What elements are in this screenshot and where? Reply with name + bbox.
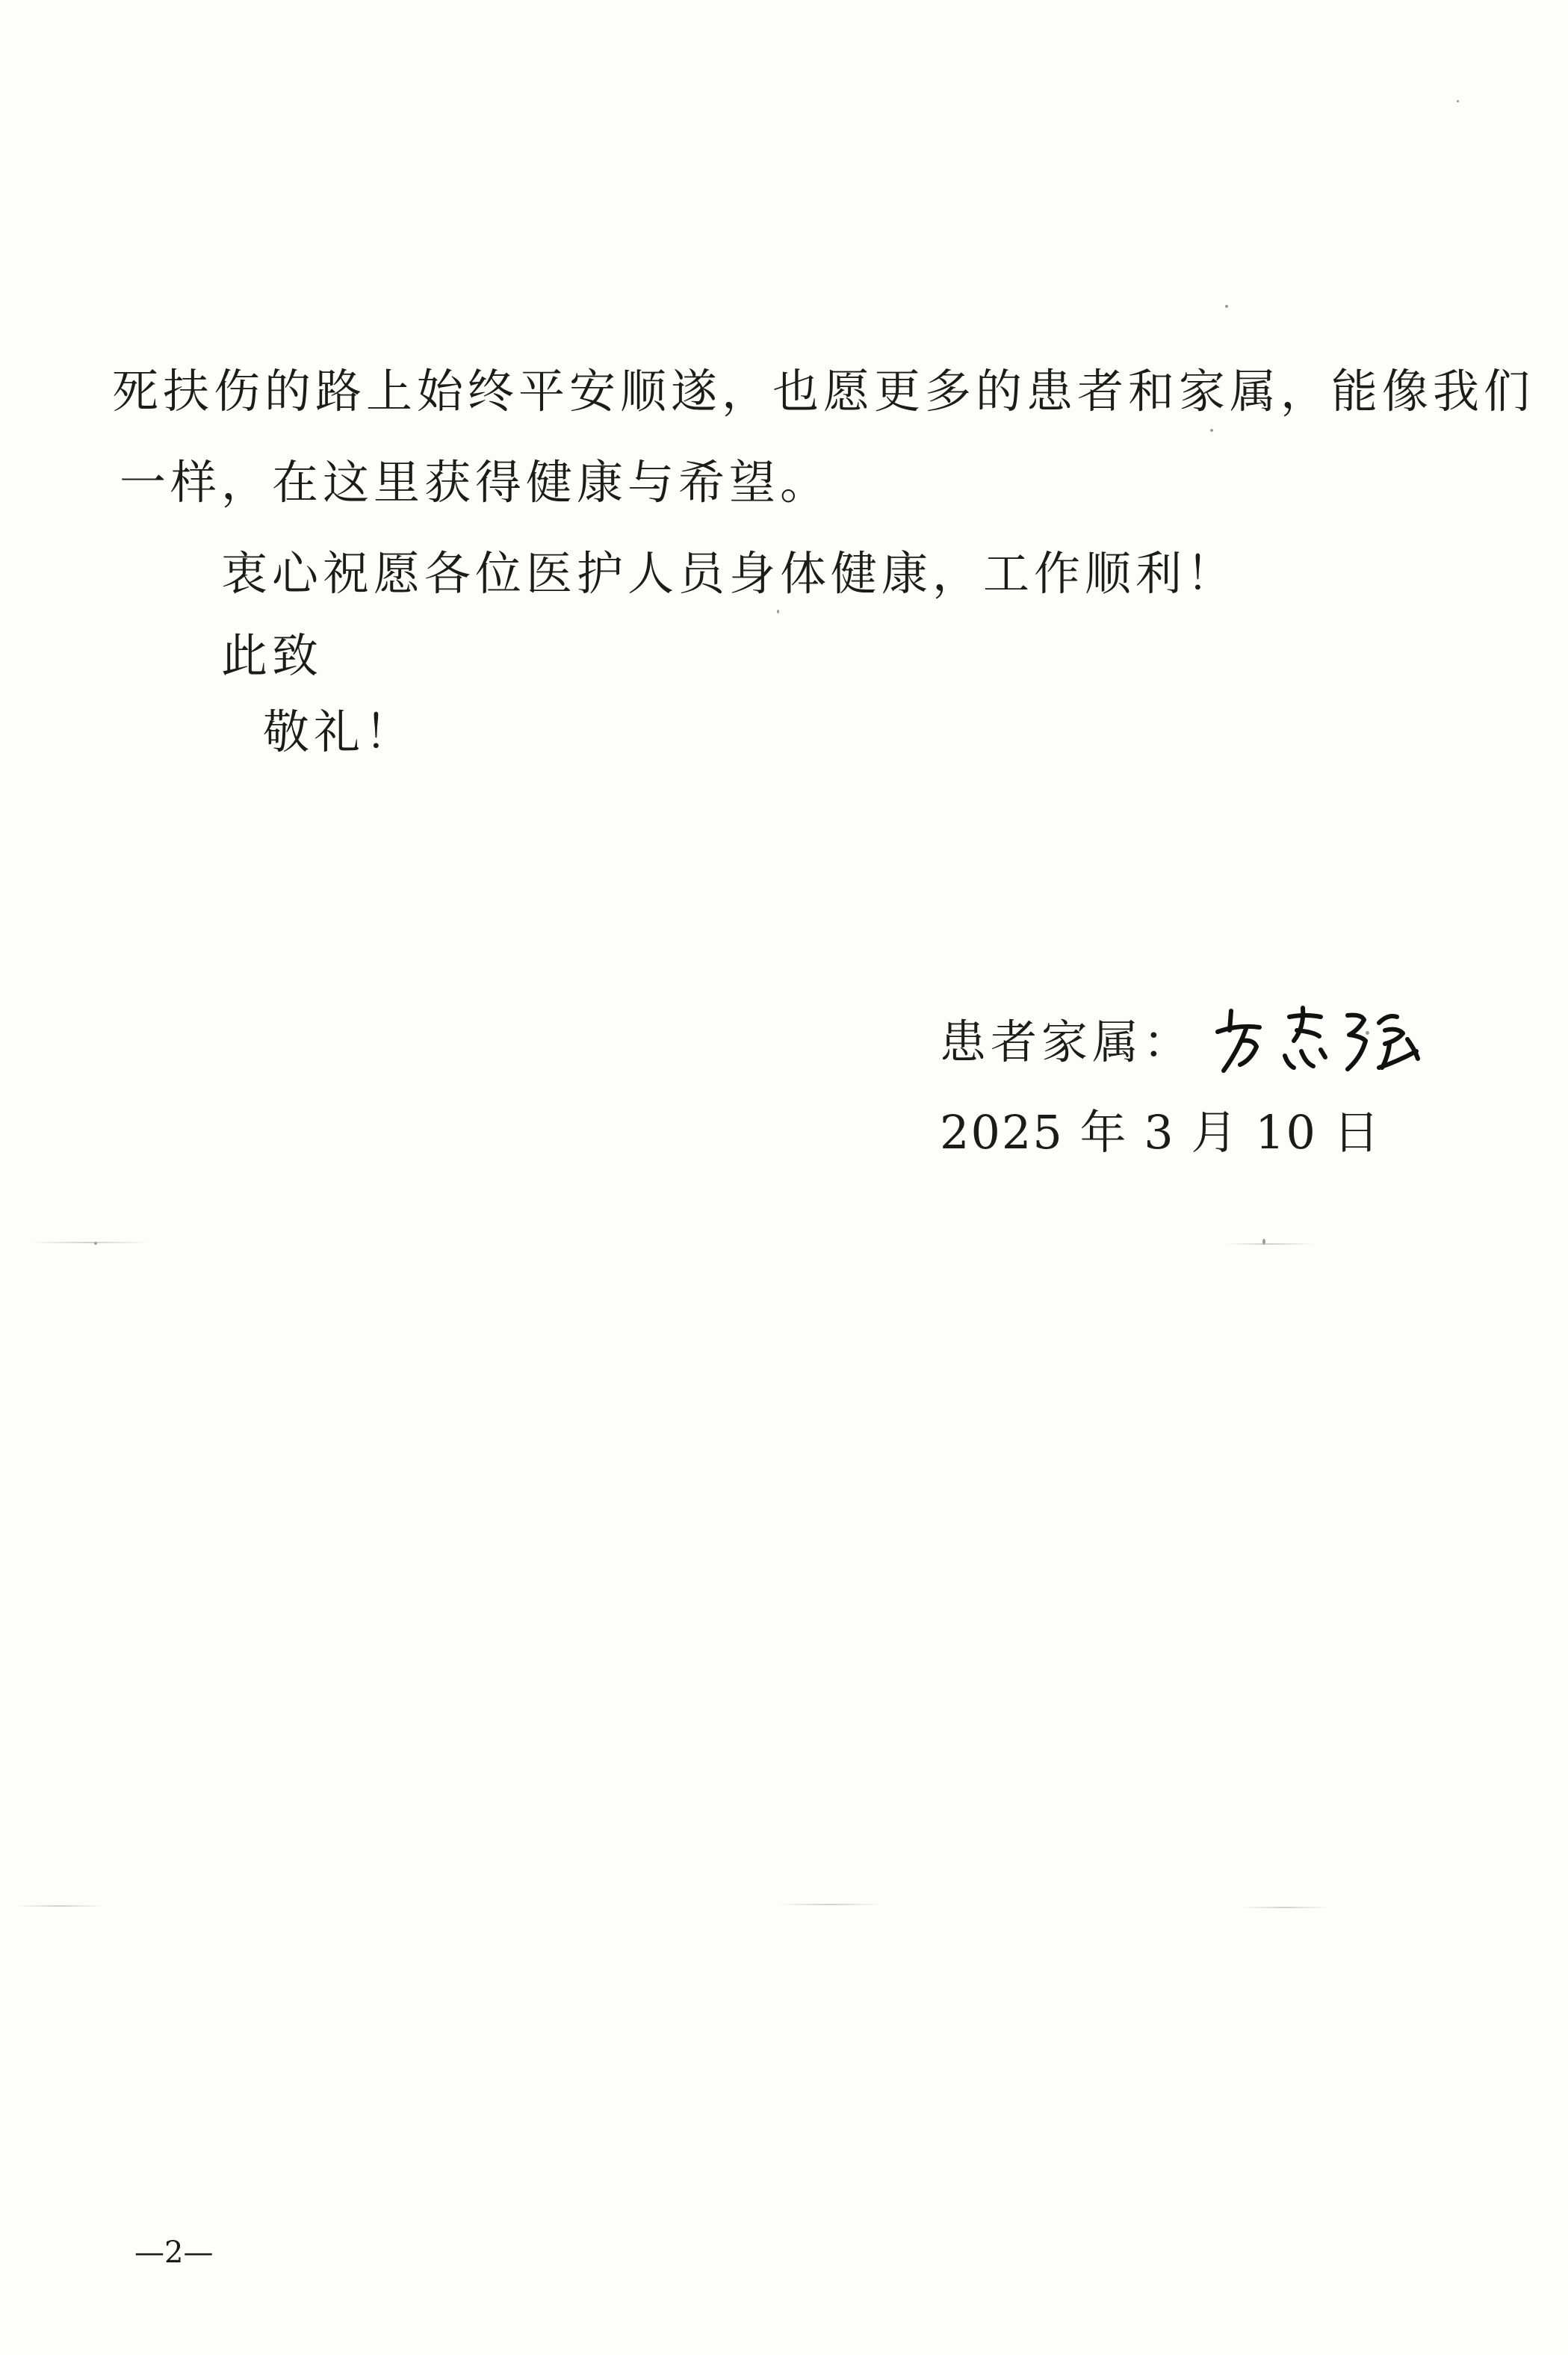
- signature-block: [940, 1009, 1425, 1076]
- body-line-2: 一样，在这里获得健康与希望。: [120, 455, 831, 510]
- body-line-3: 衷心祝愿各位医护人员身体健康，工作顺利！: [221, 546, 1238, 601]
- scan-speck: [1225, 305, 1228, 308]
- scan-speck: [1457, 100, 1459, 102]
- signature-label: 患者家属：: [940, 1015, 1194, 1069]
- body-line-1: 死扶伤的路上始终平安顺遂，也愿更多的患者和家属，能像我们: [112, 364, 1535, 418]
- scan-speck: [1210, 429, 1213, 432]
- page-number: —2—: [134, 2235, 214, 2270]
- signature-drawing: [1201, 997, 1425, 1087]
- closing-regards: 敬礼！: [263, 705, 416, 759]
- scan-smudge: [1240, 1907, 1330, 1908]
- scan-smudge: [15, 1905, 105, 1907]
- letter-date: 2025 年 3 月 10 日: [940, 1105, 1381, 1160]
- scan-speck: [1366, 1031, 1369, 1035]
- scan-speck: [777, 610, 779, 613]
- scan-smudge: [777, 1904, 881, 1905]
- handwritten-signature: [1201, 997, 1425, 1087]
- scan-smudge: [1225, 1243, 1315, 1245]
- closing-salutation: 此致: [221, 628, 323, 683]
- scan-smudge: [30, 1242, 149, 1243]
